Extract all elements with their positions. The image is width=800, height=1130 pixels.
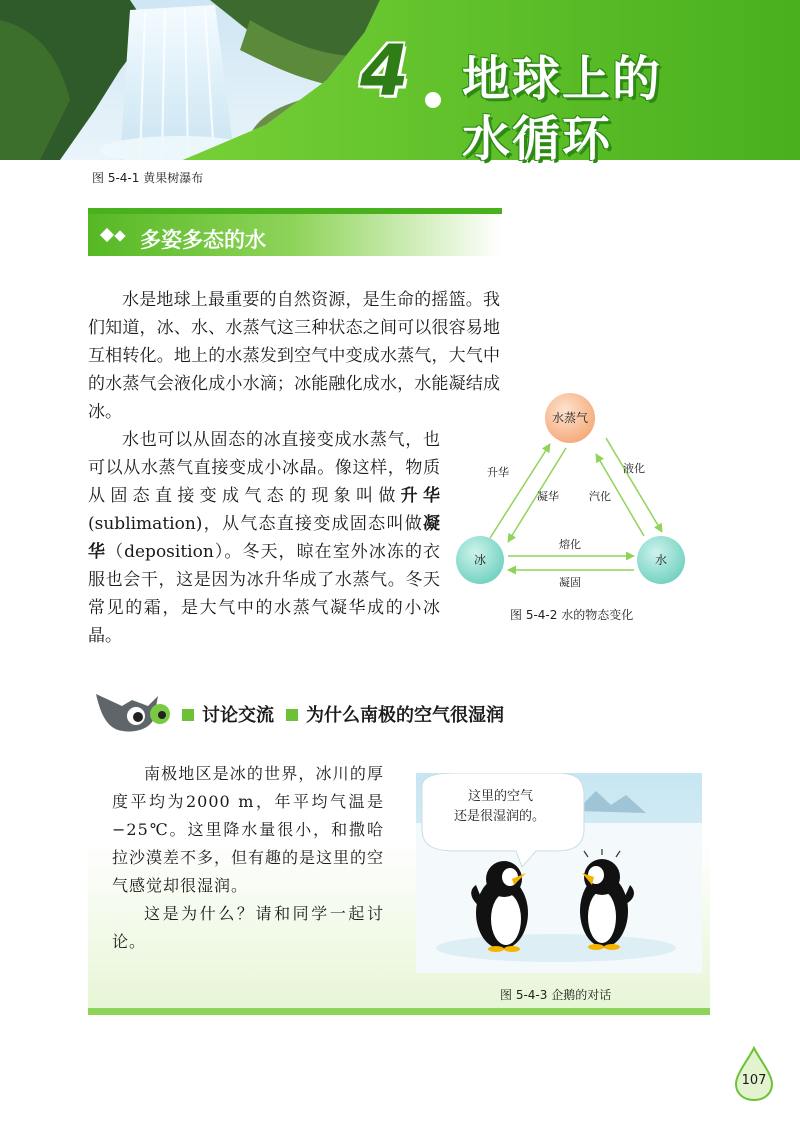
label-liquefaction: 液化 (623, 462, 645, 475)
phase-change-diagram (448, 392, 708, 622)
discussion-label: 讨论交流 (202, 705, 274, 726)
chapter-banner (0, 0, 800, 167)
discussion-paragraph-1: 南极地区是冰的世界，冰川的厚度平均为2000 m，年平均气温是−25℃。这里降水量很小，和撒哈拉沙漠差不多，但有趣的是这里的空气感觉却很湿润。 (112, 764, 385, 895)
diamond-icon (114, 230, 125, 241)
label-melting: 熔化 (559, 538, 581, 551)
diagram-caption: 图 5-4-2 水的物态变化 (510, 608, 634, 622)
illustration-caption: 图 5-4-3 企鹅的对话 (500, 988, 612, 1002)
node-ice-label: 冰 (473, 553, 487, 567)
label-freezing: 凝固 (559, 576, 581, 589)
discussion-topic: 为什么南极的空气很湿润 (306, 705, 504, 726)
chapter-dot (425, 92, 441, 108)
diamond-icon (100, 228, 114, 242)
chapter-title-line1: 地球上的 (462, 51, 663, 107)
chapter-title-line2: 水循环 (462, 111, 613, 167)
paragraph-1: 水是地球上最重要的自然资源，是生命的摇篮。我们知道，冰、水、水蒸气这三种状态之间可以很容易地互相转化。地上的水蒸发到空气中变成水蒸气，大气中的水蒸气会液化成小水滴；冰能融化成水，水能凝结成冰。 (88, 290, 500, 422)
label-deposition: 凝华 (537, 490, 559, 503)
section-title: 多姿多态的水 (140, 228, 266, 252)
discussion-bottom-bar (88, 1008, 710, 1015)
discussion-heading (178, 701, 504, 727)
label-vaporization: 汽化 (589, 490, 611, 503)
square-bullet-icon (182, 709, 194, 721)
term-deposition: 凝华 (88, 514, 440, 562)
page-number: 107 (741, 1073, 767, 1088)
square-bullet-icon (286, 709, 298, 721)
paragraph-2-part-b: (sublimation)，从气态直接变成固态叫做 (88, 514, 423, 534)
node-vapor-label: 水蒸气 (551, 411, 589, 425)
term-sublimation: 升华 (400, 486, 441, 506)
paragraph-2 (88, 426, 440, 650)
label-sublimation: 升华 (487, 466, 509, 479)
chapter-number: 4 (360, 30, 409, 112)
mascot-icon (92, 688, 182, 736)
photo-caption: 图 5-4-1 黄果树瀑布 (92, 171, 204, 185)
discussion-paragraph-2: 这是为什么？请和同学一起讨论。 (112, 904, 384, 951)
discussion-text (112, 760, 384, 956)
speech-bubble-text (454, 787, 545, 827)
node-water-label: 水 (654, 553, 668, 567)
paragraph-2-part-c: （deposition）。冬天，晾在室外冰冻的衣服也会干，这是因为冰升华成了水蒸气。冬天常见的霜，是大气中的水蒸气凝华成的小冰晶。 (88, 542, 440, 646)
speech-bubble-line-2: 还是很湿润的。 (454, 809, 546, 824)
speech-bubble-line-1: 这里的空气 (468, 789, 534, 804)
paragraph-2-part-a: 水也可以从固态的冰直接变成水蒸气，也可以从水蒸气直接变成小冰晶。像这样，物质从固态直接变成气态的现象叫做 (88, 430, 440, 506)
penguin-illustration (416, 773, 702, 973)
